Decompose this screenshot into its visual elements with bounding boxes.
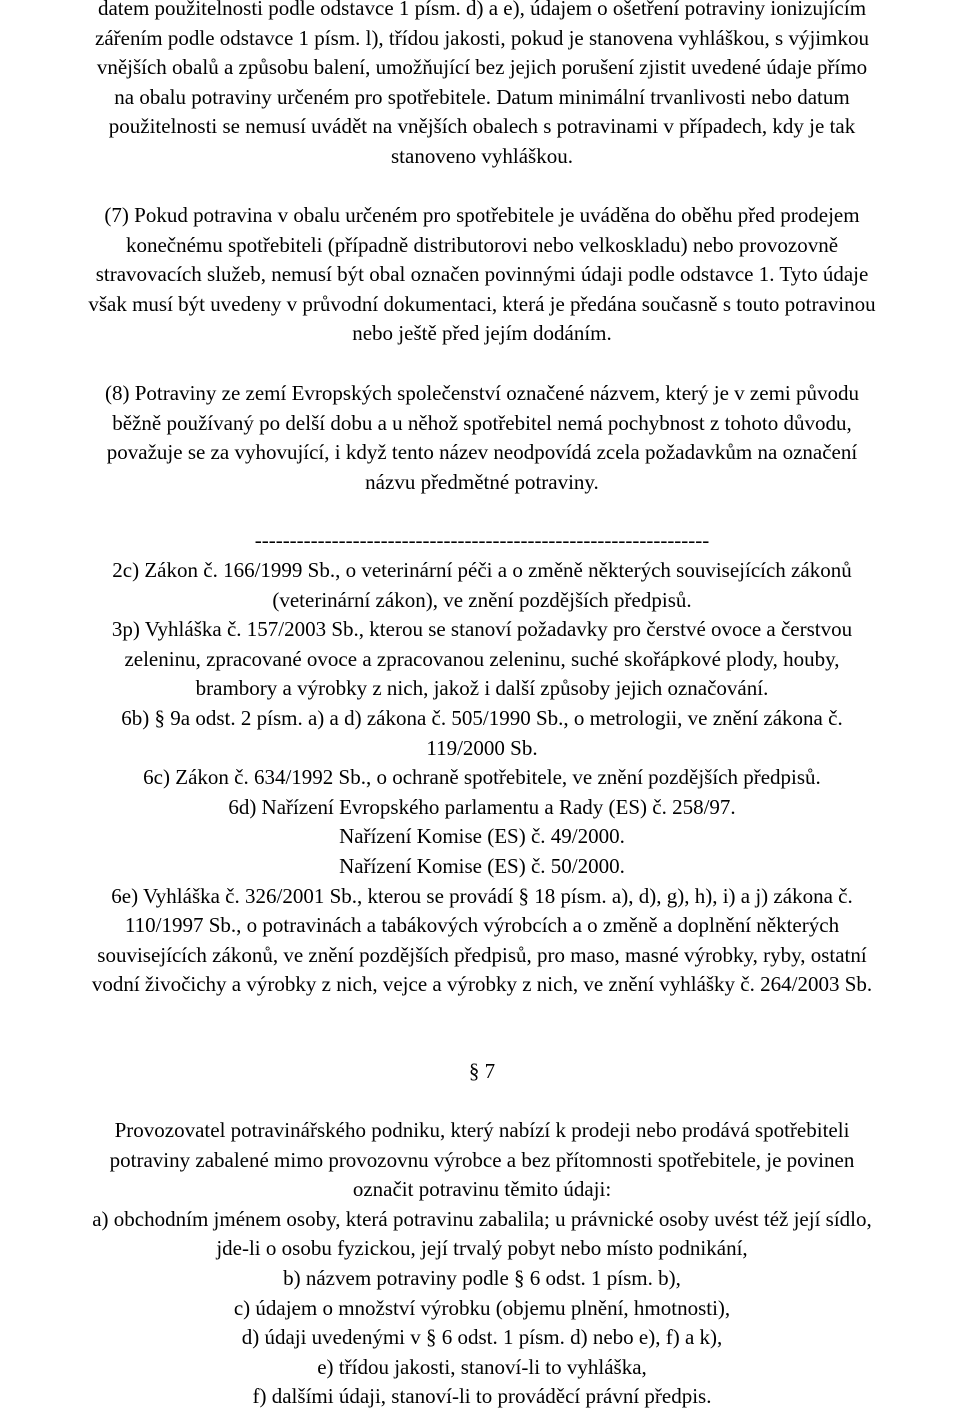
text-line: zářením podle odstavce 1 písm. l), třídou jakosti, pokud je stanovena vyhláškou, s výjimkou [95, 25, 869, 50]
list-item: f) dalšími údaji, stanoví-li to prováděcí právní předpis. [252, 1384, 712, 1409]
footnote-line: 2c) Zákon č. 166/1999 Sb., o veterinární péči a o změně některých souvisejících zákonů [112, 558, 852, 582]
text-line: (7) Pokud potravina v obalu určeném pro spotřebitele je uváděna do oběhu před prodejem [104, 203, 860, 227]
paragraph-7 [0, 201, 960, 349]
footnote-separator [0, 526, 960, 556]
list-item: a) obchodním jménem osoby, která potravinu zabalila; u právnické osoby uvést též její sídlo, [92, 1206, 872, 1231]
footnote-line: vodní živočichy a výrobky z nich, vejce a výrobky z nich, ve znění vyhlášky č. 264/2003 Sb. [91, 972, 873, 997]
footnote-line: 119/2000 Sb. [426, 735, 538, 760]
list-item: d) údaji uvedenými v § 6 odst. 1 písm. d) nebo e), f) a k), [241, 1325, 723, 1350]
footnote-line: 110/1997 Sb., o potravinách a tabákových výrobcích a o změně a doplnění některých [124, 913, 840, 938]
paragraph-8 [0, 379, 960, 497]
footnote-line: souvisejících zákonů, ve znění pozdějších předpisů, pro maso, masné výrobky, ryby, ostatní [97, 942, 867, 967]
footnote-line: Nařízení Komise (ES) č. 49/2000. [339, 824, 625, 849]
text-line: běžně používaný po delší dobu a u něhož spotřebitel nemá pochybnost z tohoto důvodu, [112, 410, 852, 435]
text-line: vnějších obalů a způsobu balení, umožňující bez jejich porušení zjistit uvedené údaje přímo [96, 55, 868, 80]
text-line: (8) Potraviny ze zemí Evropských společenství označené názvem, který je v zemi původu [105, 381, 859, 405]
separator-line: ----------------------------------------------------------------- [254, 528, 710, 552]
text-line: na obalu potraviny určeném pro spotřebitele. Datum minimální trvanlivosti nebo datum [114, 84, 850, 109]
text-line: datem použitelnosti podle odstavce 1 písm. d) a e), údajem o ošetření potraviny ionizujícím [97, 0, 867, 20]
text-line: použitelnosti se nemusí uvádět na vnějších obalech s potravinami v případech, kdy je tak [108, 114, 856, 139]
footnotes [0, 556, 960, 1000]
list-item: e) třídou jakosti, stanoví-li to vyhláška, [317, 1354, 647, 1379]
text-line: konečnému spotřebiteli (případně distributorovi nebo velkoskladu) nebo provozovně [125, 232, 839, 257]
paragraph-6-continuation [0, 0, 960, 172]
text-line: považuje se za vyhovující, i když tento název neodpovídá zcela požadavkům na označení [106, 440, 858, 465]
list-item: c) údajem o množství výrobku (objemu plnění, hmotnosti), [233, 1295, 731, 1320]
text-line: stanoveno vyhláškou. [391, 143, 573, 168]
text-line: stravovacích služeb, nemusí být obal označen povinnými údaji podle odstavce 1. Tyto údaje [95, 262, 869, 287]
footnote-line: 6c) Zákon č. 634/1992 Sb., o ochraně spotřebitele, ve znění pozdějších předpisů. [143, 765, 821, 790]
section-7-body [0, 1116, 960, 1412]
section-heading [0, 1057, 960, 1087]
text-line: nebo ještě před jejím dodáním. [352, 321, 612, 346]
text-line: potraviny zabalené mimo provozovnu výrobce a bez přítomnosti spotřebitele, je povinen [109, 1147, 855, 1172]
footnote-line: 6e) Vyhláška č. 326/2001 Sb., kterou se provádí § 18 písm. a), d), g), h), i) a j) zákona č. [111, 883, 853, 908]
text-line: označit potravinu těmito údaji: [352, 1177, 612, 1202]
footnote-line: Nařízení Komise (ES) č. 50/2000. [339, 853, 625, 878]
footnote-line: 3p) Vyhláška č. 157/2003 Sb., kterou se stanoví požadavky pro čerstvé ovoce a čerstvou [111, 617, 853, 642]
list-item: b) názvem potraviny podle § 6 odst. 1 písm. b), [283, 1265, 681, 1290]
footnote-line: 6b) § 9a odst. 2 písm. a) a d) zákona č. 505/1990 Sb., o metrologii, ve znění zákona č. [121, 705, 843, 730]
list-item: jde-li o osobu fyzickou, její trvalý pobyt nebo místo podnikání, [216, 1236, 748, 1261]
footnote-line: 6d) Nařízení Evropského parlamentu a Rady (ES) č. 258/97. [228, 794, 736, 819]
section-number: § 7 [468, 1059, 496, 1083]
footnote-line: zeleninu, zpracované ovoce a zpracovanou zeleninu, suché skořápkové plody, houby, [124, 646, 840, 671]
text-line: názvu předmětné potraviny. [365, 469, 599, 494]
footnote-line: (veterinární zákon), ve znění pozdějších předpisů. [272, 587, 692, 612]
footnote-line: brambory a výrobky z nich, jakož i další způsoby jejich označování. [195, 676, 769, 701]
text-line: Provozovatel potravinářského podniku, který nabízí k prodeji nebo prodává spotřebiteli [114, 1118, 850, 1142]
text-line: však musí být uvedeny v průvodní dokumentaci, která je předána současně s touto potravinou [88, 291, 876, 316]
